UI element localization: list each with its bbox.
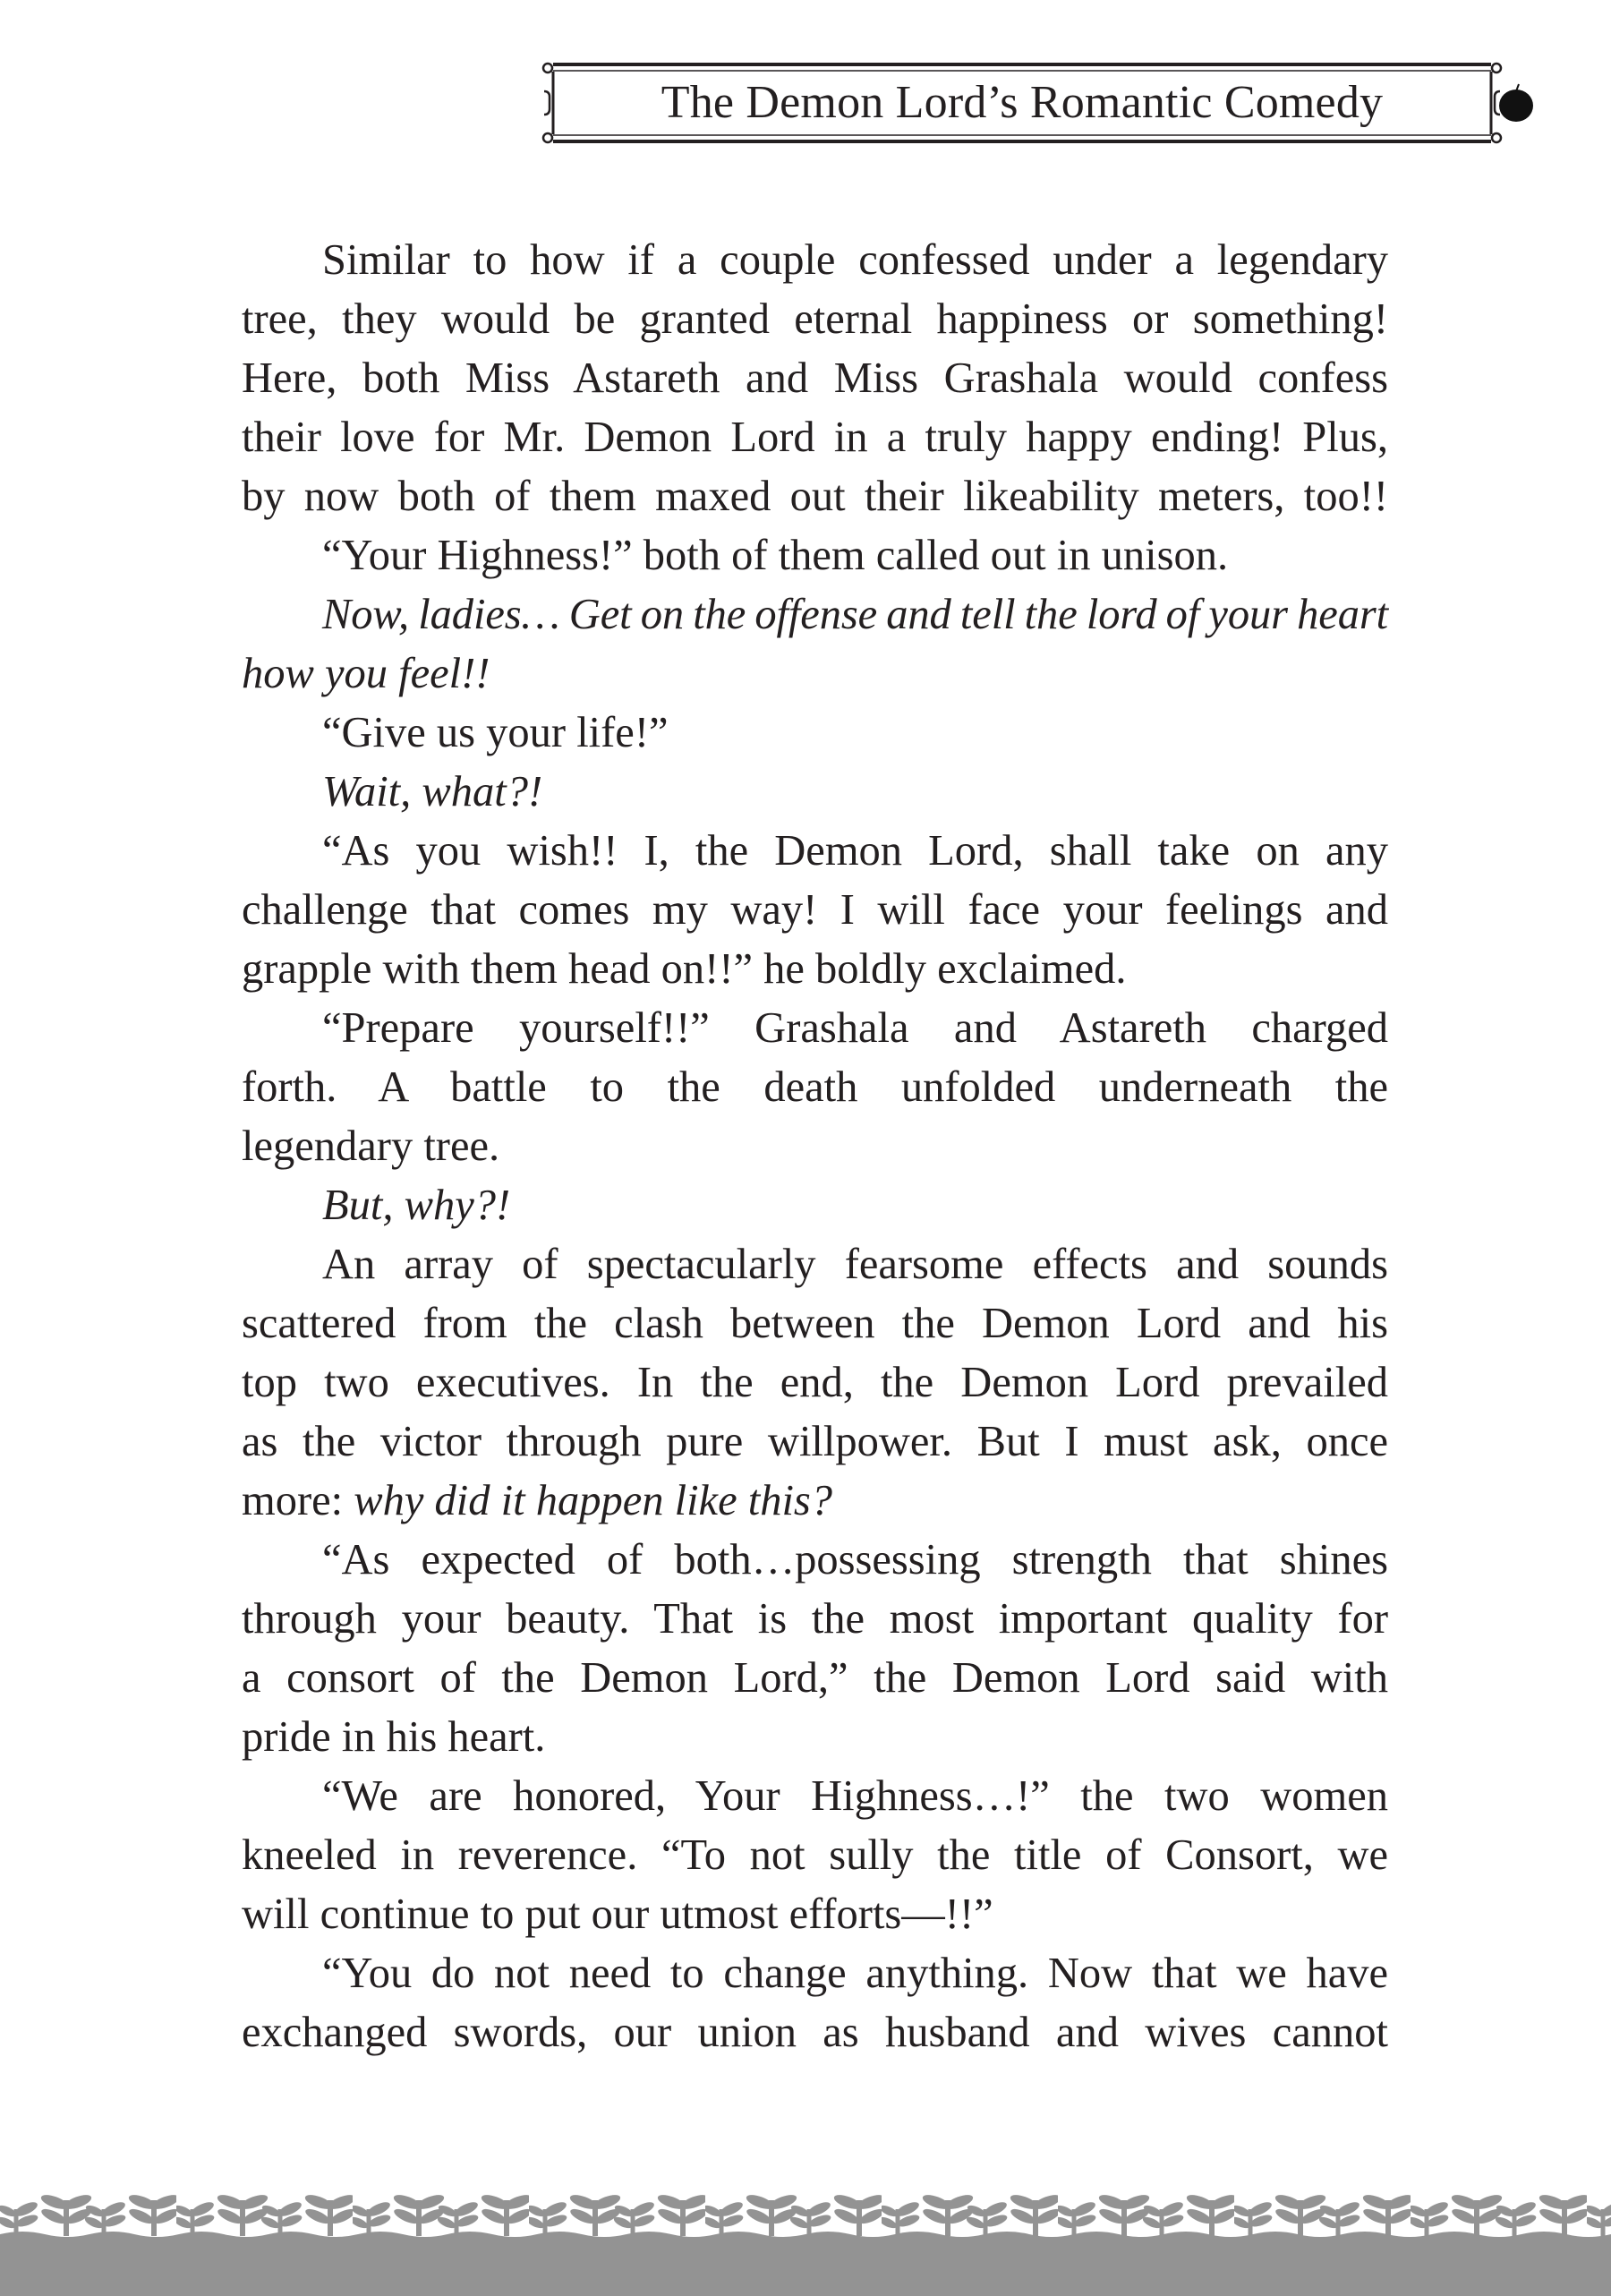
text-line [242, 467, 1388, 526]
text-line [242, 1413, 1388, 1472]
page-body-text [242, 231, 1388, 2062]
text-span: tree, they would be granted eternal happiness or something! [242, 295, 1388, 343]
text-line [242, 1767, 1388, 1826]
text-line [242, 349, 1388, 408]
text-line [242, 290, 1388, 349]
text-line [242, 822, 1388, 881]
text-line [242, 1944, 1388, 2003]
text-line [242, 763, 1388, 822]
text-span: through your beauty. That is the most important quality for [242, 1595, 1388, 1643]
text-span: “As expected of both…possessing strength that shines [322, 1536, 1388, 1583]
text-span: An array of spectacularly fearsome effects and sounds [322, 1241, 1388, 1288]
text-span: Here, both Miss Astareth and Miss Grashala would confess [242, 354, 1388, 402]
text-span: a consort of the Demon Lord,” the Demon Lord said with [242, 1654, 1388, 1702]
text-line [242, 1649, 1388, 1708]
italic-text: how you feel!! [242, 650, 490, 697]
text-span: “Prepare yourself!!” Grashala and Astareth charged [322, 1004, 1388, 1052]
text-span: their love for Mr. Demon Lord in a truly happy ending! Plus, [242, 414, 1388, 461]
text-span: will continue to put our utmost efforts—!!” [242, 1891, 993, 1938]
text-line [242, 585, 1388, 644]
text-span: “As you wish!! I, the Demon Lord, shall take on any [322, 827, 1388, 875]
text-span: challenge that comes my way! I will face your feelings and [242, 886, 1388, 934]
text-line [242, 1235, 1388, 1294]
text-line [242, 1472, 1388, 1531]
text-line [242, 1531, 1388, 1590]
italic-text: Now, ladies… Get on the offense and tell the lord of your heart [322, 591, 1388, 638]
text-line [242, 704, 1388, 763]
text-line [242, 1294, 1388, 1353]
text-line [242, 1058, 1388, 1117]
text-span: “We are honored, Your Highness…!” the two women [322, 1772, 1388, 1820]
text-span: as the victor through pure willpower. But I must ask, once [242, 1418, 1388, 1465]
text-line [242, 1590, 1388, 1649]
running-header [550, 64, 1495, 141]
text-line [242, 408, 1388, 467]
text-span: exchanged swords, our union as husband and wives cannot [242, 2009, 1388, 2056]
text-line [242, 1826, 1388, 1885]
text-line [242, 1117, 1388, 1176]
text-span: more: [242, 1477, 354, 1524]
text-line [242, 1176, 1388, 1235]
sprout-border-footer [0, 2184, 1611, 2296]
text-span: top two executives. In the end, the Demon Lord prevailed [242, 1359, 1388, 1406]
text-span: by now both of them maxed out their likeability meters, too!! [242, 473, 1388, 520]
text-line [242, 2003, 1388, 2062]
italic-text: But, why?! [322, 1182, 511, 1229]
italic-text: Wait, what?! [322, 768, 543, 815]
text-span: legendary tree. [242, 1122, 500, 1170]
text-line [242, 881, 1388, 940]
tomato-icon [1496, 82, 1536, 124]
text-span: scattered from the clash between the Demon Lord and his [242, 1300, 1388, 1347]
italic-text: why did it happen like this? [354, 1477, 833, 1524]
text-line [242, 1885, 1388, 1944]
text-line [242, 940, 1388, 999]
text-span: grapple with them head on!!” he boldly exclaimed. [242, 945, 1127, 993]
text-span: “Give us your life!” [322, 709, 669, 756]
text-line [242, 526, 1388, 585]
book-title: The Demon Lord’s Romantic Comedy [661, 77, 1384, 128]
text-span: pride in his heart. [242, 1713, 546, 1761]
text-line [242, 231, 1388, 290]
text-line [242, 1353, 1388, 1413]
text-span: kneeled in reverence. “To not sully the title of Consort, we [242, 1831, 1388, 1879]
text-span: forth. A battle to the death unfolded underneath the [242, 1063, 1388, 1111]
text-line [242, 644, 1388, 704]
text-span: “You do not need to change anything. Now that we have [322, 1950, 1388, 1997]
text-line [242, 1708, 1388, 1767]
text-span: Similar to how if a couple confessed under a legendary [322, 236, 1388, 284]
text-span: “Your Highness!” both of them called out in unison. [322, 532, 1229, 579]
text-line [242, 999, 1388, 1058]
